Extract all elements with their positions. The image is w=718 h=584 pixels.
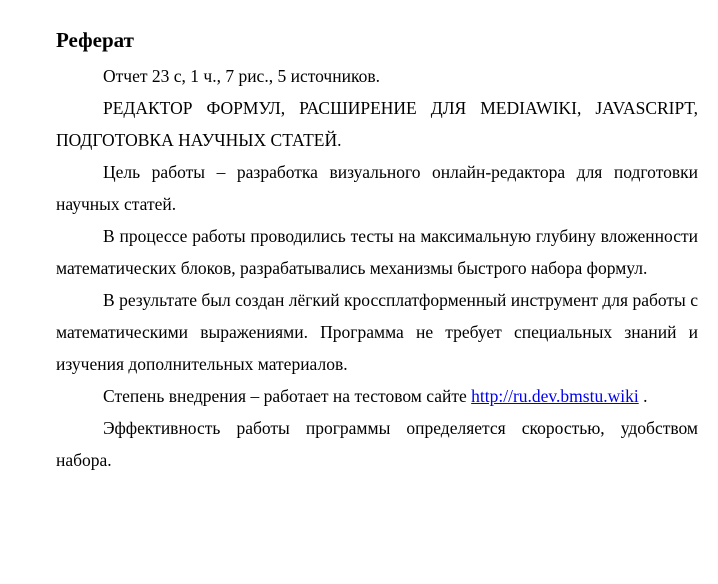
goal-paragraph: Цель работы – разработка визуального онлайн-редактора для подготовки научных статей. xyxy=(56,162,698,214)
implementation-period: . xyxy=(638,386,648,406)
keywords-paragraph: РЕДАКТОР ФОРМУЛ, РАСШИРЕНИЕ ДЛЯ MEDIAWIKI, JAVASCRIPT, ПОДГОТОВКА НАУЧНЫХ СТАТЕЙ. xyxy=(56,98,698,150)
document-page xyxy=(56,24,698,476)
result-paragraph: В результате был создан лёгкий кроссплатформенный инструмент для работы с математическими выражениями. Программа не требует специальных знаний и изучения дополнительных материалов. xyxy=(56,290,698,374)
efficiency-paragraph: Эффективность работы программы определяется скоростью, удобством набора. xyxy=(56,418,698,470)
abstract-heading: Реферат xyxy=(56,28,134,52)
test-site-link[interactable]: http://ru.dev.bmstu.wiki xyxy=(471,386,639,406)
process-paragraph: В процессе работы проводились тесты на максимальную глубину вложенности математических блоков, разрабатывались механизмы быстрого набора формул. xyxy=(56,226,698,278)
report-summary-paragraph: Отчет 23 с, 1 ч., 7 рис., 5 источников. xyxy=(103,66,380,86)
implementation-text: Степень внедрения – работает на тестовом сайте xyxy=(103,386,472,406)
implementation-paragraph xyxy=(56,380,698,412)
